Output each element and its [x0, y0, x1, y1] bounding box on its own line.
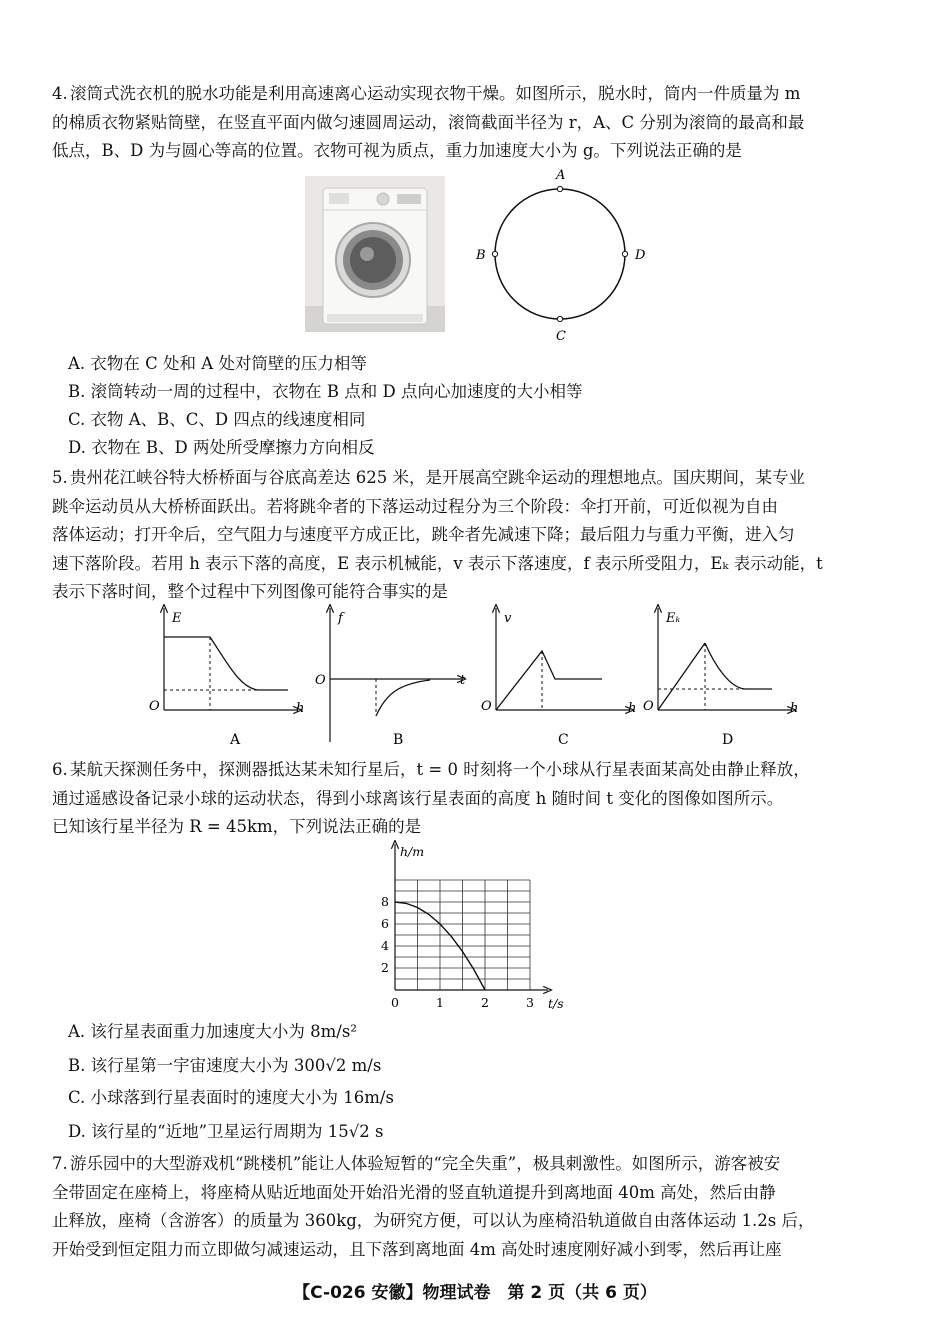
graph-d-xlabel: h	[790, 701, 799, 716]
graph-c-caption: C	[558, 732, 569, 748]
x-tick-label: 2	[481, 995, 489, 1010]
graph-d-ylabel: Eₖ	[666, 611, 681, 626]
graph-c-origin: O	[481, 699, 492, 714]
washing-machine-photo	[305, 176, 445, 332]
q7-line-2: 全带固定在座椅上，将座椅从贴近地面处开始沿光滑的竖直轨道提升到离地面 40m 高处，然后由静	[52, 1182, 776, 1202]
q5-line-4: 速下落阶段。若用 h 表示下落的高度，E 表示机械能，v 表示下落速度，f 表示所受阻力，Eₖ 表示动能，t	[52, 553, 823, 573]
q4-option-a: A. 衣物在 C 处和 A 处对筒壁的压力相等	[68, 354, 367, 373]
q4-option-d: D. 衣物在 B、D 两处所受摩擦力方向相反	[68, 438, 375, 457]
x-tick-label: 3	[526, 995, 534, 1010]
q6-option-d: D. 该行星的“近地”卫星运行周期为 15√2 s	[68, 1122, 384, 1141]
q7-line-1: 游乐园中的大型游戏机“跳楼机”能让人体验短暂的“完全失重”，极具刺激性。如图所示，游客被安	[70, 1154, 781, 1173]
point-a-label: A	[556, 168, 566, 183]
q5-number: 5.	[52, 468, 68, 487]
graph-c-ylabel: v	[504, 611, 512, 626]
q6-line-1: 某航天探测任务中，探测器抵达某未知行星后，t = 0 时刻将一个小球从行星表面某高处由静止释放，	[70, 760, 810, 779]
q6-option-c: C. 小球落到行星表面时的速度大小为 16m/s	[68, 1088, 394, 1107]
q4-line-1: 滚筒式洗衣机的脱水功能是利用高速离心运动实现衣物干燥。如图所示，脱水时，筒内一件质量为 m	[70, 84, 801, 103]
graph-d	[643, 608, 798, 748]
q5-line-5: 表示下落时间，整个过程中下列图像可能符合事实的是	[52, 582, 448, 601]
y-axis-label: h/m	[400, 844, 425, 859]
q5-line-3: 落体运动；打开伞后，空气阻力与速度平方成正比，跳伞者先减速下降；最后阻力与重力平衡，进入匀	[52, 525, 795, 544]
graph-a-ylabel: E	[172, 611, 182, 626]
q7-line-3: 止释放，座椅（含游客）的质量为 360kg，为研究方便，可以认为座椅沿轨道做自由落体运动 1.2s 后，	[52, 1211, 815, 1230]
q4-number: 4.	[52, 84, 68, 103]
y-tick-label: 6	[381, 916, 389, 931]
graph-c-xlabel: h	[628, 701, 637, 716]
graph-b-xlabel: t	[460, 673, 466, 688]
point-c-label: C	[556, 329, 566, 344]
q6-line-3: 已知该行星半径为 R = 45km，下列说法正确的是	[52, 817, 422, 836]
x-axis-label: t/s	[548, 996, 564, 1011]
y-tick-label: 8	[381, 894, 389, 909]
q7-stem	[52, 1150, 912, 1264]
x-tick-label: 0	[391, 995, 399, 1010]
point-b-label: B	[476, 248, 486, 263]
q4-stem	[52, 80, 912, 166]
q4-option-c: C. 衣物 A、B、C、D 四点的线速度相同	[68, 410, 366, 429]
graph-d-caption: D	[722, 732, 734, 748]
y-tick-label: 2	[381, 960, 389, 975]
graph-a	[149, 608, 304, 748]
x-tick-label: 1	[436, 995, 444, 1010]
q4-option-b: B. 滚筒转动一周的过程中，衣物在 B 点和 D 点向心加速度的大小相等	[68, 382, 583, 401]
q4-line-3: 低点，B、D 为与圆心等高的位置。衣物可视为质点，重力加速度大小为 g。下列说法正确的是	[52, 141, 742, 160]
q5-line-2: 跳伞运动员从大桥桥面跃出。若将跳伞者的下落运动过程分为三个阶段：伞打开前，可近似视为自由	[52, 496, 778, 516]
graph-c	[481, 608, 636, 748]
graph-a-origin: O	[149, 699, 160, 714]
q5-line-1: 贵州花江峡谷特大桥桥面与谷底高差达 625 米，是开展高空跳伞运动的理想地点。国庆期间，某专业	[70, 468, 805, 487]
graph-a-xlabel: h	[296, 701, 305, 716]
q6-stem	[52, 756, 912, 842]
page-footer: 【C-026 安徽】物理试卷 第 2 页（共 6 页）	[293, 1283, 657, 1303]
q6-option-b: B. 该行星第一宇宙速度大小为 300√2 m/s	[68, 1056, 382, 1075]
q6-number: 6.	[52, 760, 68, 779]
q4-line-2: 的棉质衣物紧贴筒壁，在竖直平面内做匀速圆周运动，滚筒截面半径为 r，A、C 分别为滚筒的最高和最	[52, 112, 805, 132]
graph-a-caption: A	[230, 732, 241, 748]
graph-b-caption: B	[393, 732, 404, 748]
y-tick-label: 4	[381, 938, 389, 953]
point-d-label: D	[635, 248, 646, 263]
chart-grid	[395, 880, 530, 990]
q6-height-time-chart	[370, 840, 580, 1014]
graph-b	[315, 608, 466, 748]
q5-stem	[52, 464, 912, 607]
graph-d-origin: O	[643, 699, 654, 714]
q6-option-a: A. 该行星表面重力加速度大小为 8m/s²	[68, 1022, 357, 1041]
graph-b-origin: O	[315, 673, 326, 688]
q7-line-4: 开始受到恒定阻力而立即做匀减速运动，且下落到离地面 4m 高处时速度刚好减小到零，然后再让座	[52, 1239, 782, 1259]
graph-b-ylabel: f	[338, 611, 343, 626]
q5-graphs	[140, 604, 820, 750]
drum-cross-section-diagram	[470, 166, 650, 346]
q7-number: 7.	[52, 1154, 68, 1173]
q6-line-2: 通过遥感设备记录小球的运动状态，得到小球离该行星表面的高度 h 随时间 t 变化的图像如图所示。	[52, 788, 784, 808]
